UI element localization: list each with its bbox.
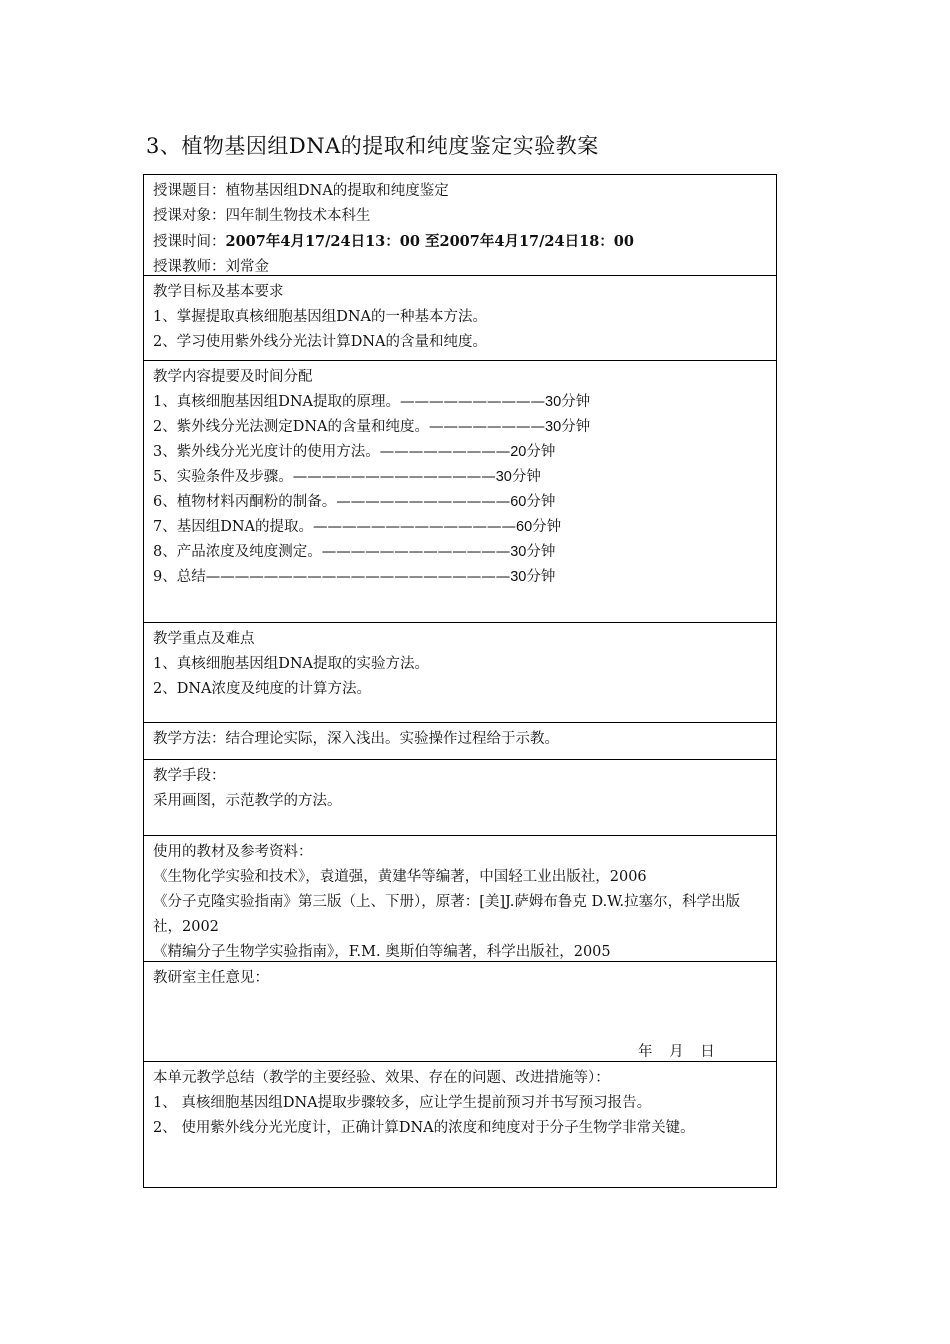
content-item-leader: —————————————— bbox=[292, 469, 496, 485]
lesson-plan-table bbox=[143, 174, 777, 1188]
content-item-duration: 30分钟 bbox=[545, 419, 591, 435]
summary-item: 1、 真核细胞基因组DNA提取步骤较多，应让学生提前预习并书写预习报告。 bbox=[153, 1095, 652, 1111]
content-heading: 教学内容提要及时间分配 bbox=[153, 369, 313, 385]
content-item bbox=[153, 415, 767, 440]
key-point-item: 2、DNA浓度及纯度的计算方法。 bbox=[153, 681, 372, 697]
content-item-label: 7、基因组DNA的提取。 bbox=[153, 519, 314, 535]
method-text: 教学方法：结合理论实际，深入浅出。实验操作过程给于示教。 bbox=[153, 731, 559, 747]
content-item bbox=[153, 515, 767, 540]
means-section bbox=[144, 760, 776, 836]
objectives-section bbox=[144, 276, 776, 361]
content-item bbox=[153, 540, 767, 565]
audience-label: 授课对象： bbox=[153, 208, 226, 224]
content-item-label: 3、紫外线分光光度计的使用方法。 bbox=[153, 444, 380, 460]
audience-row bbox=[153, 204, 767, 229]
teacher-label: 授课教师： bbox=[153, 259, 226, 275]
references-section bbox=[144, 836, 776, 962]
audience-value: 四年制生物技术本科生 bbox=[225, 208, 371, 224]
references-heading: 使用的教材及参考资料： bbox=[153, 844, 313, 860]
reference-item: 《精编分子生物学实验指南》，F.M. 奥斯伯等编著，科学出版社，2005 bbox=[153, 944, 611, 960]
content-item-leader: ————————————————————— bbox=[205, 569, 511, 585]
objective-item: 2、学习使用紫外线分光法计算DNA的含量和纯度。 bbox=[153, 334, 488, 350]
director-date: 年 月 日 bbox=[638, 1044, 715, 1060]
content-item-label: 8、产品浓度及纯度测定。 bbox=[153, 544, 322, 560]
means-heading: 教学手段： bbox=[153, 768, 226, 784]
topic-row bbox=[153, 179, 767, 204]
reference-item: 《生物化学实验和技术》，袁道强，黄建华等编著，中国轻工业出版社，2006 bbox=[153, 869, 647, 885]
content-item bbox=[153, 390, 767, 415]
course-info-section bbox=[144, 175, 776, 276]
content-item-label: 1、真核细胞基因组DNA提取的原理。 bbox=[153, 394, 401, 410]
content-item bbox=[153, 565, 767, 590]
content-item-leader: ————————— bbox=[379, 444, 511, 460]
content-item-leader: —————————— bbox=[400, 394, 546, 410]
time-row bbox=[153, 229, 767, 255]
key-points-section bbox=[144, 623, 776, 723]
key-point-item: 1、真核细胞基因组DNA提取的实验方法。 bbox=[153, 656, 430, 672]
content-item-duration: 30分钟 bbox=[495, 469, 541, 485]
content-item-leader: ———————— bbox=[429, 419, 546, 435]
content-item-label: 5、实验条件及步骤。 bbox=[153, 469, 293, 485]
means-text: 采用画图，示范教学的方法。 bbox=[153, 793, 342, 809]
teacher-value: 刘常金 bbox=[225, 259, 269, 275]
topic-label: 授课题目： bbox=[153, 183, 226, 199]
content-item-duration: 20分钟 bbox=[510, 444, 556, 460]
content-item-label: 9、总结 bbox=[153, 569, 206, 585]
content-item-duration: 60分钟 bbox=[516, 519, 562, 535]
content-item-leader: ————————————— bbox=[321, 544, 511, 560]
content-item-duration: 60分钟 bbox=[510, 494, 556, 510]
content-item-label: 2、紫外线分光法测定DNA的含量和纯度。 bbox=[153, 419, 430, 435]
content-item-duration: 30分钟 bbox=[510, 544, 556, 560]
summary-section bbox=[144, 1062, 776, 1187]
content-item bbox=[153, 490, 767, 515]
key-points-heading: 教学重点及难点 bbox=[153, 631, 255, 647]
reference-item: 《分子克隆实验指南》第三版（上、下册），原著：[美]J.萨姆布鲁克 D.W.拉塞尔，科学出版社，2002 bbox=[153, 894, 741, 935]
summary-item: 2、 使用紫外线分光光度计，正确计算DNA的浓度和纯度对于分子生物学非常关键。 bbox=[153, 1120, 695, 1136]
time-label: 授课时间： bbox=[153, 234, 226, 250]
director-section bbox=[144, 962, 776, 1062]
topic-value: 植物基因组DNA的提取和纯度鉴定 bbox=[225, 183, 449, 199]
content-item-label: 6、植物材料丙酮粉的制备。 bbox=[153, 494, 337, 510]
content-section bbox=[144, 361, 776, 623]
objectives-heading: 教学目标及基本要求 bbox=[153, 284, 284, 300]
content-item bbox=[153, 440, 767, 465]
content-item-duration: 30分钟 bbox=[545, 394, 591, 410]
summary-heading: 本单元教学总结（教学的主要经验、效果、存在的问题、改进措施等）： bbox=[153, 1070, 610, 1086]
director-heading: 教研室主任意见： bbox=[153, 970, 269, 986]
objective-item: 1、掌握提取真核细胞基因组DNA的一种基本方法。 bbox=[153, 309, 488, 325]
content-item-leader: ———————————— bbox=[336, 494, 511, 510]
content-item bbox=[153, 465, 767, 490]
method-section bbox=[144, 723, 776, 760]
document-title: 3、植物基因组DNA的提取和纯度鉴定实验教案 bbox=[146, 134, 599, 158]
content-item-leader: —————————————— bbox=[313, 519, 517, 535]
content-item-duration: 30分钟 bbox=[510, 569, 556, 585]
time-value: 2007年4月17/24日13：00 至2007年4月17/24日18：00 bbox=[225, 233, 634, 250]
